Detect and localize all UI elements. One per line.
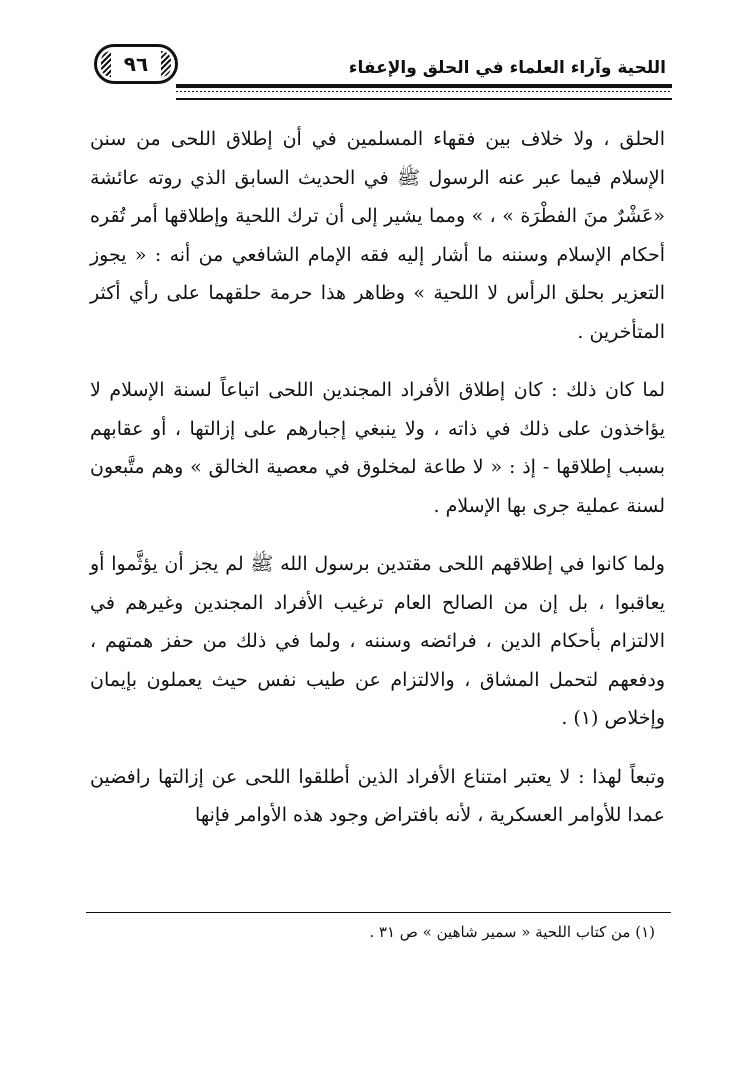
header-divider: [176, 84, 672, 100]
header-divider-pattern: [176, 91, 672, 92]
page-header: [86, 40, 666, 88]
footnote-divider: [86, 912, 671, 913]
page-number-frame: [94, 44, 178, 84]
footnote: (١) من كتاب اللحية « سمير شاهين » ص ٣١ .: [369, 923, 655, 941]
paragraph-4: وتبعاً لهذا : لا يعتبر امتناع الأفراد الذين أطلقوا اللحى عن إزالتها رافضين عمدا للأوامر العسكرية ، لأنه بافتراض وجود هذه الأوامر فإنها: [90, 765, 665, 826]
paragraph-2: لما كان ذلك : كان إطلاق الأفراد المجندين اللحى اتباعاً لسنة الإسلام لا يؤاخذون على ذلك في ذاته ، ولا ينبغي إجبارهم على إزالتها ، أو عقابهم بسبب إطلاقها - إذ : « لا طاعة لمخلوق في معصية الخالق » وهم متَّبعون لسنة عملية جرى بها الإسلام .: [90, 379, 665, 517]
body-text: [90, 120, 665, 855]
paragraph-3: ولما كانوا في إطلاقهم اللحى مقتدين برسول الله ﷺ لم يجز أن يؤثَّموا أو يعاقبوا ، بل إن من الصالح العام ترغيب الأفراد المجندين وغيرهم في الالتزام بأحكام الدين ، فرائضه وسننه ، ولما في ذلك من حفز همتهم ، ودفعهم لتحمل المشاق ، والالتزام عن طيب نفس حيث يعملون بإيمان وإخلاص (١) .: [90, 553, 665, 729]
running-title: اللحية وآراء العلماء في الحلق والإعفاء: [348, 58, 666, 78]
paragraph-1: الحلق ، ولا خلاف بين فقهاء المسلمين في أن إطلاق اللحى من سنن الإسلام فيما عبر عنه الرسول ﷺ في الحديث السابق الذي روته عائشة «عَشْرٌ منَ الفطْرَة » ، » ومما يشير إلى أن ترك اللحية وإطلاقها أمر تُقره أحكام الإسلام وسننه ما أشار إليه فقه الإمام الشافعي من أنه : « يجوز التعزير بحلق الرأس لا اللحية » وظاهر هذا حرمة حلقهما على رأي أكثر المتأخرين .: [90, 128, 665, 343]
page-number: ٩٦: [123, 52, 149, 76]
